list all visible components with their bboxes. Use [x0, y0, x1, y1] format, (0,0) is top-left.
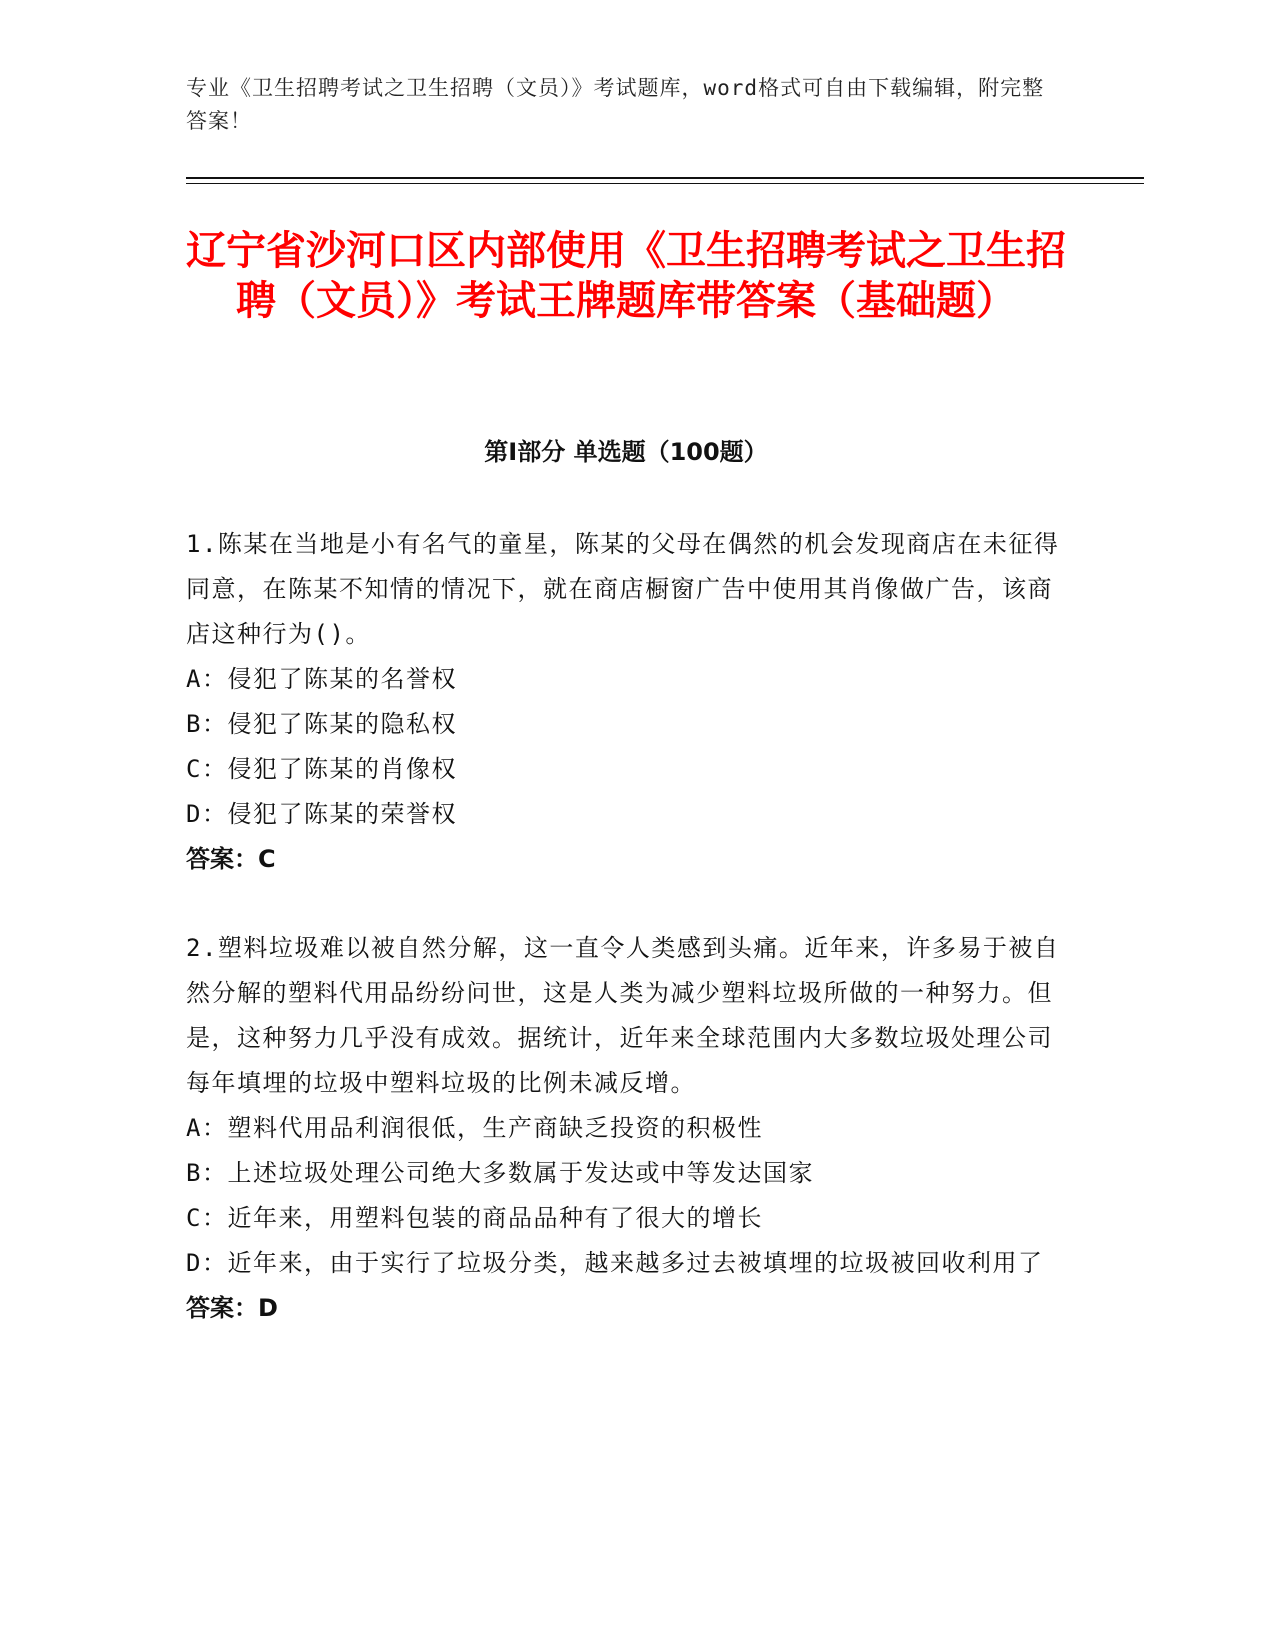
- document-title: 辽宁省沙河口区内部使用《卫生招聘考试之卫生招聘（文员）》考试王牌题库带答案（基础题）: [186, 228, 1066, 324]
- answer: 答案：C: [186, 845, 276, 873]
- section-heading: 第Ⅰ部分 单选题（100题）: [484, 438, 768, 466]
- option-c: C：侵犯了陈某的肖像权: [186, 755, 457, 783]
- header-note: 专业《卫生招聘考试之卫生招聘（文员）》考试题库，word格式可自由下载编辑，附完整答案！: [186, 76, 1045, 133]
- answer: 答案：D: [186, 1294, 278, 1322]
- option-c: C：近年来，用塑料包装的商品品种有了很大的增长: [186, 1204, 763, 1232]
- question-stem: 2.塑料垃圾难以被自然分解，这一直令人类感到头痛。近年来，许多易于被自然分解的塑料代用品纷纷问世，这是人类为减少塑料垃圾所做的一种努力。但是，这种努力几乎没有成效。据统计，近年来全球范围内大多数垃圾处理公司每年填埋的垃圾中塑料垃圾的比例未减反增。: [186, 934, 1060, 1097]
- header-divider-thick: [186, 177, 1144, 179]
- option-b: B：上述垃圾处理公司绝大多数属于发达或中等发达国家: [186, 1159, 814, 1187]
- question-2: [186, 926, 1066, 1331]
- header-divider-thin: [186, 183, 1144, 184]
- option-d: D：侵犯了陈某的荣誉权: [186, 800, 457, 828]
- option-a: A：侵犯了陈某的名誉权: [186, 665, 457, 693]
- option-a: A：塑料代用品利润很低，生产商缺乏投资的积极性: [186, 1114, 763, 1142]
- option-b: B：侵犯了陈某的隐私权: [186, 710, 457, 738]
- option-d: D：近年来，由于实行了垃圾分类，越来越多过去被填埋的垃圾被回收利用了: [186, 1249, 1044, 1277]
- question-stem: 1.陈某在当地是小有名气的童星，陈某的父母在偶然的机会发现商店在未征得同意，在陈某不知情的情况下，就在商店橱窗广告中使用其肖像做广告，该商店这种行为()。: [186, 530, 1060, 648]
- question-1: [186, 522, 1066, 882]
